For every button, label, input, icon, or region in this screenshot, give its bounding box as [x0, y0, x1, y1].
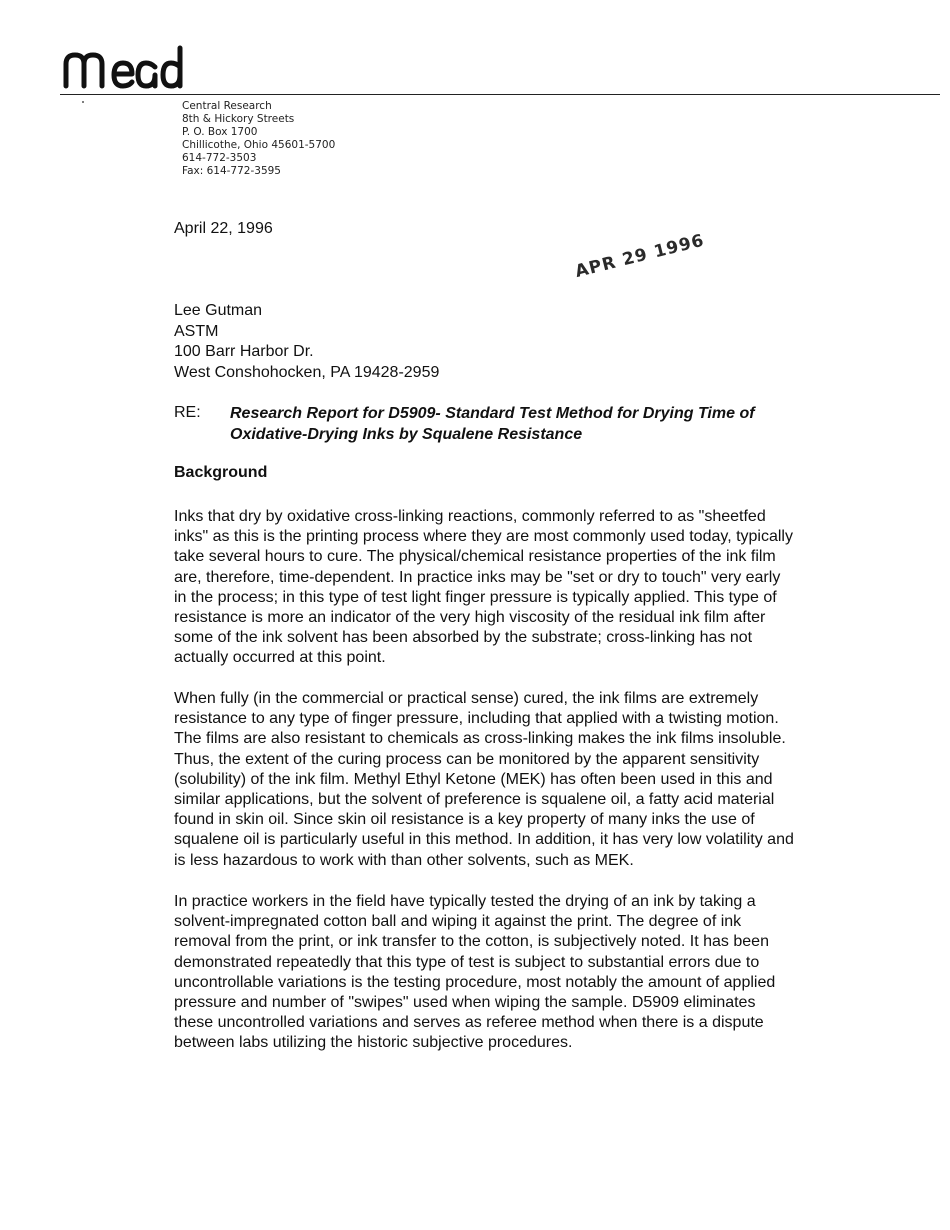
paragraph-line: is less hazardous to work with than other solvents, such as MEK.: [174, 851, 634, 869]
paragraph-line: are, therefore, time-dependent. In practice inks may be "set or dry to touch" very early: [174, 568, 781, 586]
letter-date: April 22, 1996: [174, 220, 273, 237]
mead-logo: [62, 44, 186, 92]
letterhead-dot: [82, 101, 84, 103]
paragraph-line: similar applications, but the solvent of preference is squalene oil, a fatty acid material: [174, 791, 775, 809]
paragraph-line: solvent-impregnated cotton ball and wiping it against the print. The degree of ink: [174, 913, 742, 931]
re-subject-line: Oxidative-Drying Inks by Squalene Resistance: [230, 425, 583, 443]
recipient-line: Lee Gutman: [174, 302, 263, 319]
address-line: 8th & Hickory Streets: [182, 113, 295, 125]
address-line: Fax: 614-772-3595: [182, 165, 281, 177]
letterhead-address: [182, 100, 335, 178]
paragraph-line: pressure and number of "swipes" used when wiping the sample. D5909 eliminates: [174, 994, 756, 1012]
paragraph-line: When fully (in the commercial or practical sense) cured, the ink films are extremely: [174, 690, 759, 707]
recipient-line: 100 Barr Harbor Dr.: [174, 343, 314, 360]
paragraph-line: take several hours to cure. The physical/chemical resistance properties of the ink film: [174, 548, 776, 566]
paragraph-line: some of the ink solvent has been absorbed by the substrate; cross-linking has not: [174, 629, 753, 647]
paragraph-line: (solubility) of the ink film. Methyl Ethyl Ketone (MEK) has often been used in this and: [174, 770, 773, 788]
section-heading: Background: [174, 464, 268, 481]
re-subject: [230, 404, 870, 445]
paragraph-line: inks" as this is the printing process where they are most commonly used today, typically: [174, 528, 793, 546]
paragraph-line: demonstrated repeatedly that this type of test is subject to substantial errors due to: [174, 953, 760, 971]
paragraph-line: The films are also resistant to chemicals as cross-linking makes the ink films insoluble.: [174, 730, 786, 748]
paragraph-1: [174, 507, 874, 669]
re-label: RE:: [174, 404, 201, 421]
mead-logo-mark: [62, 44, 186, 92]
paragraph-line: In practice workers in the field have typically tested the drying of an ink by taking a: [174, 893, 756, 910]
recipient-line: West Conshohocken, PA 19428-2959: [174, 363, 440, 381]
paragraph-line: between labs utilizing the historic subjective procedures.: [174, 1034, 573, 1052]
paragraph-line: removal from the print, or ink transfer to the cotton, is subjectively noted. It has been: [174, 933, 769, 951]
paragraph-line: these uncontrolled variations and serves as referee method when there is a dispute: [174, 1014, 764, 1032]
address-line: Central Research: [182, 100, 272, 112]
paragraph-line: squalene oil is particularly useful in this method. In addition, it has very low volatility and: [174, 831, 794, 849]
paragraph-line: actually occurred at this point.: [174, 649, 386, 667]
paragraph-line: Inks that dry by oxidative cross-linking reactions, commonly referred to as "sheetfed: [174, 508, 766, 525]
letterhead-rule: [60, 94, 940, 95]
received-date-stamp: APR 29 1996: [573, 230, 707, 282]
paragraph-line: found in skin oil. Since skin oil resistance is a key property of many inks the use of: [174, 811, 755, 829]
paragraph-line: resistance is more an indicator of the very high viscosity of the residual ink film after: [174, 609, 766, 627]
re-subject-line: Research Report for D5909- Standard Test Method for Drying Time of: [230, 405, 755, 422]
paragraph-2: [174, 689, 874, 871]
paragraph-line: uncontrollable variations is the testing procedure, most notably the amount of applied: [174, 973, 776, 991]
paragraph-line: resistance to any type of finger pressure, including that applied with a twisting motion.: [174, 710, 779, 728]
recipient-line: ASTM: [174, 322, 219, 340]
address-line: 614-772-3503: [182, 152, 257, 164]
address-line: P. O. Box 1700: [182, 126, 258, 138]
paragraph-3: [174, 892, 874, 1054]
recipient-address: [174, 301, 439, 383]
address-line: Chillicothe, Ohio 45601-5700: [182, 139, 336, 151]
paragraph-line: Thus, the extent of the curing process can be monitored by the apparent sensitivity: [174, 750, 760, 768]
paragraph-line: in the process; in this type of test light finger pressure is typically applied. This type of: [174, 588, 777, 606]
